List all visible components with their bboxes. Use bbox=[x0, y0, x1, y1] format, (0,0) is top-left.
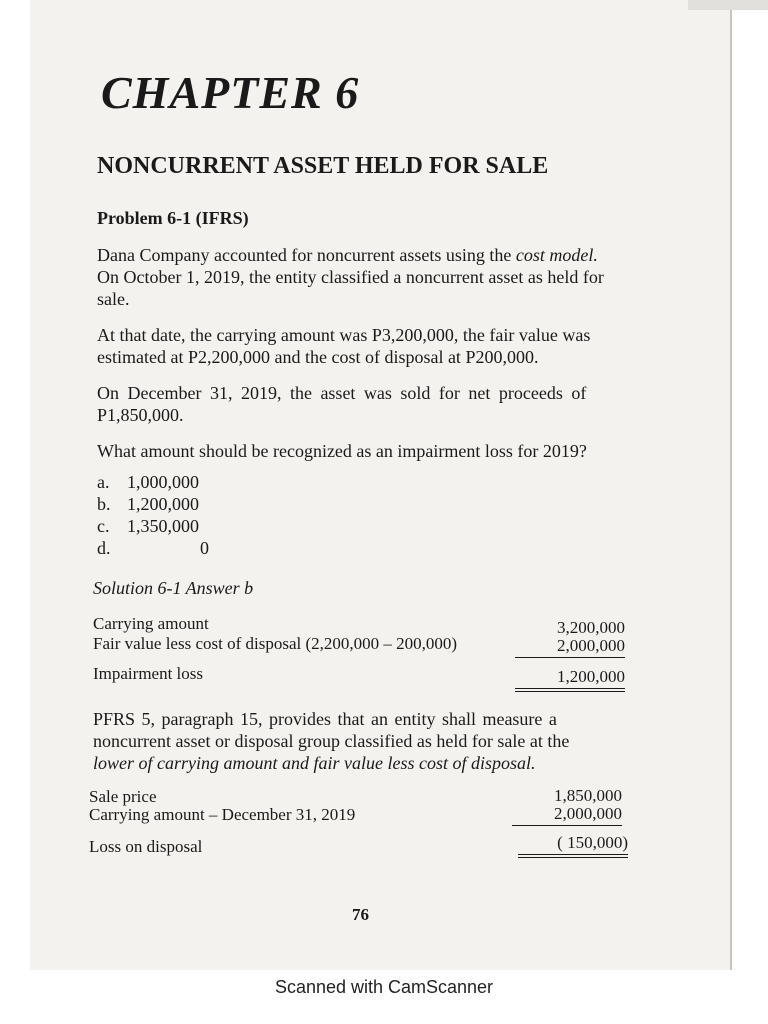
row-value: 2,000,000 bbox=[512, 804, 622, 826]
question: What amount should be recognized as an impairment loss for 2019? bbox=[97, 441, 587, 461]
option-letter: b. bbox=[97, 494, 111, 514]
problem-paragraph-2: At that date, the carrying amount was P3,200,000, the fair value was bbox=[97, 325, 591, 345]
row-label: Loss on disposal bbox=[89, 837, 203, 856]
option-letter: d. bbox=[97, 538, 111, 558]
text-line: estimated at P2,200,000 and the cost of disposal at P200,000. bbox=[97, 347, 539, 367]
option-letter: c. bbox=[97, 516, 110, 536]
option-value: 1,350,000 bbox=[127, 516, 199, 536]
text-line: lower of carrying amount and fair value less cost of disposal. bbox=[93, 753, 536, 773]
text-line: Dana Company accounted for noncurrent assets using the bbox=[97, 245, 516, 265]
text-line: On October 1, 2019, the entity classified a noncurrent asset as held for bbox=[97, 267, 604, 287]
option-value: 1,200,000 bbox=[127, 494, 199, 514]
problem-heading: Problem 6-1 (IFRS) bbox=[97, 208, 249, 228]
row-value: 2,000,000 bbox=[515, 636, 625, 658]
row-label: Sale price bbox=[89, 787, 157, 806]
option-value: 1,000,000 bbox=[127, 472, 199, 492]
problem-paragraph-3 bbox=[97, 382, 639, 404]
row-label: Fair value less cost of disposal (2,200,000 – 200,000) bbox=[93, 634, 458, 653]
solution-heading: Solution 6-1 Answer b bbox=[93, 578, 254, 598]
emphasis: cost model. bbox=[515, 245, 598, 265]
option-value: 0 bbox=[200, 538, 209, 558]
option-c bbox=[97, 516, 199, 537]
page-corner bbox=[688, 0, 768, 10]
option-d bbox=[97, 538, 209, 559]
row-value: 1,850,000 bbox=[554, 786, 622, 805]
row-value: ( 150,000) bbox=[518, 833, 628, 858]
page-edge bbox=[730, 0, 732, 970]
page-number: 76 bbox=[352, 905, 369, 924]
chapter-title: CHAPTER 6 bbox=[101, 67, 360, 118]
text-line: On December 31, 2019, the asset was sold for net proceeds of bbox=[97, 383, 587, 403]
option-a bbox=[97, 472, 199, 493]
scanner-footer: Scanned with CamScanner bbox=[274, 977, 494, 997]
option-b bbox=[97, 494, 199, 515]
option-letter: a. bbox=[97, 472, 110, 492]
row-label: Carrying amount – December 31, 2019 bbox=[89, 805, 356, 824]
problem-paragraph-1 bbox=[97, 244, 598, 266]
pfrs-paragraph: PFRS 5, paragraph 15, provides that an entity shall measure a bbox=[93, 709, 557, 729]
text-line: sale. bbox=[97, 289, 130, 309]
row-value: 1,200,000 bbox=[515, 667, 625, 692]
row-value: 3,200,000 bbox=[557, 618, 625, 637]
text-line: P1,850,000. bbox=[97, 405, 184, 425]
row-label: Impairment loss bbox=[93, 664, 204, 683]
row-label: Carrying amount bbox=[93, 614, 209, 633]
text-line: noncurrent asset or disposal group classified as held for sale at the bbox=[93, 731, 570, 751]
section-title: NONCURRENT ASSET HELD FOR SALE bbox=[97, 153, 549, 179]
